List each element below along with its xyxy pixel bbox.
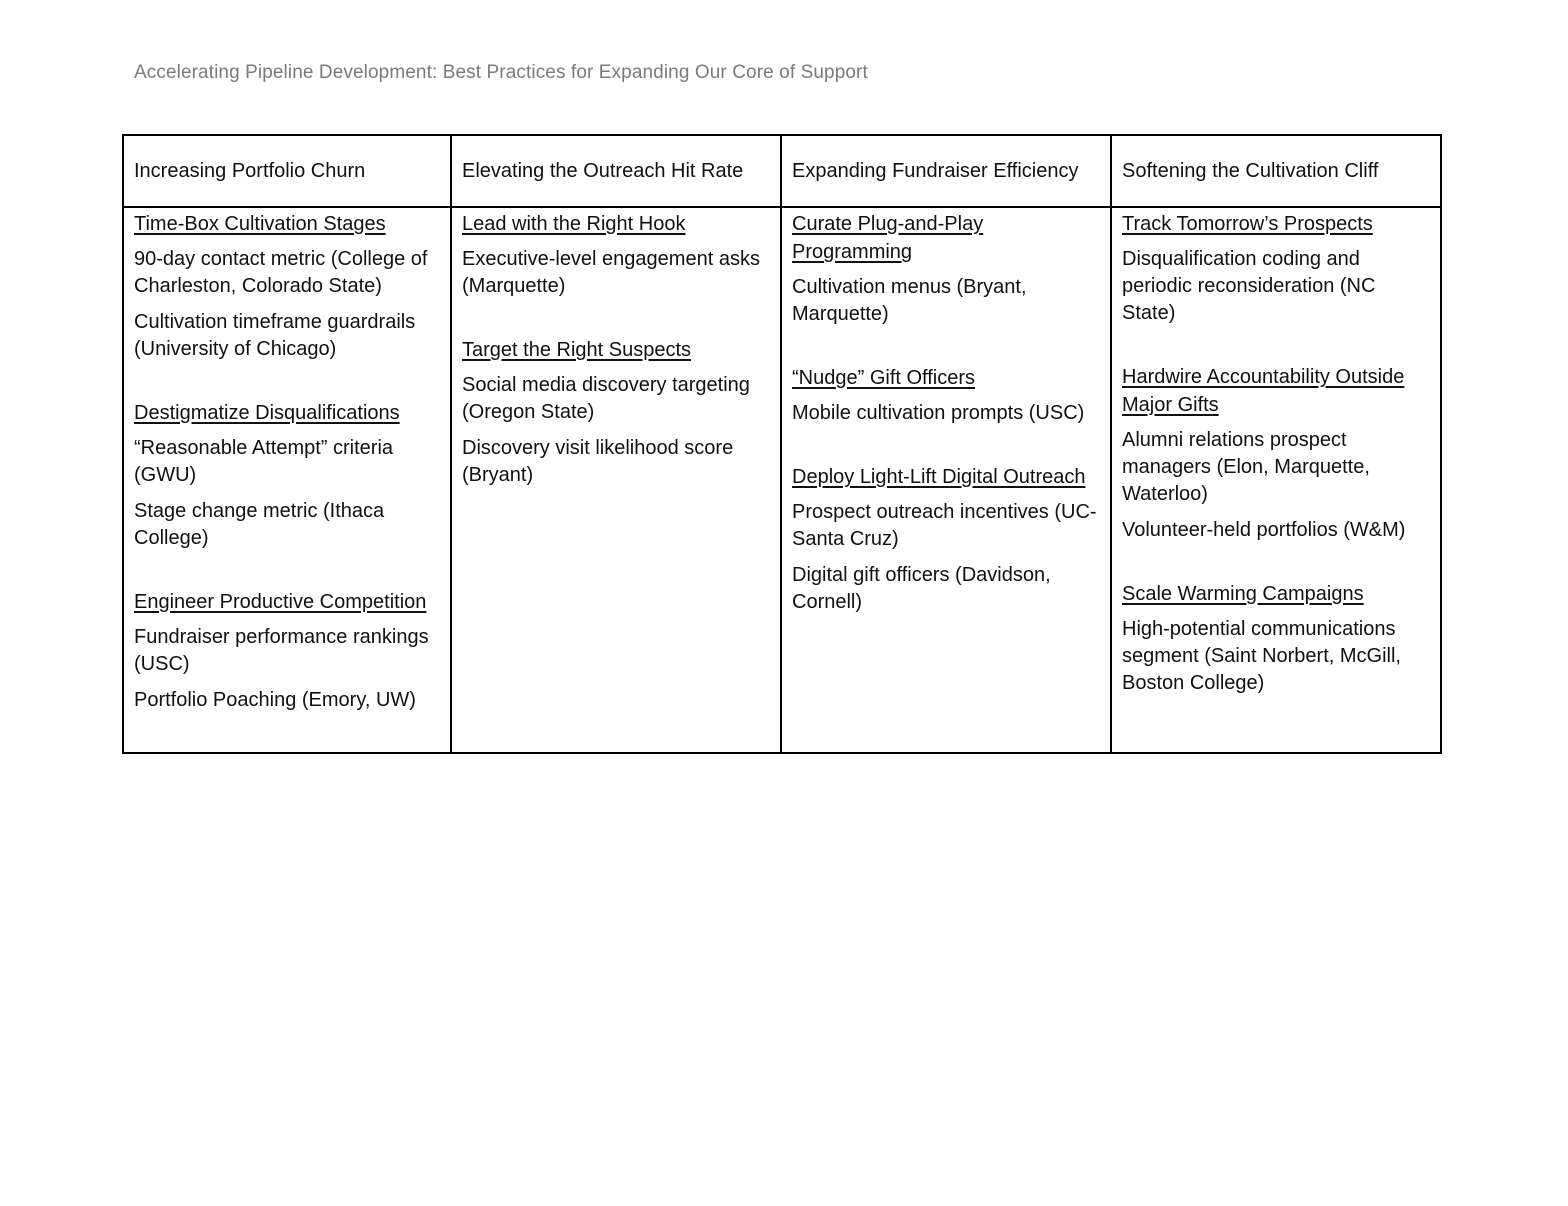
practice-example: Mobile cultivation prompts (USC) xyxy=(792,402,1085,424)
practice-example: 90-day contact metric (College of Charleston, Colorado State) xyxy=(134,248,428,297)
practice-example: Digital gift officers (Davidson, Cornell) xyxy=(792,564,1051,613)
practice-example: Portfolio Poaching (Emory, UW) xyxy=(134,689,416,711)
practice-title: Track Tomorrow’s Prospects xyxy=(1122,213,1373,235)
practice-example: Fundraiser performance rankings (USC) xyxy=(134,626,429,675)
practice-example: Social media discovery targeting (Oregon State) xyxy=(462,374,750,423)
practice-group xyxy=(1122,363,1430,544)
best-practices-table xyxy=(122,134,1442,754)
practice-title: Curate Plug-and-Play Programming xyxy=(792,213,984,263)
practice-example: Cultivation timeframe guardrails (University of Chicago) xyxy=(134,311,416,360)
practice-group xyxy=(134,399,440,552)
practice-title: Target the Right Suspects xyxy=(462,339,692,361)
table-cell xyxy=(123,207,451,753)
practice-title: Deploy Light-Lift Digital Outreach xyxy=(792,466,1086,488)
column-heading: Expanding Fundraiser Efficiency xyxy=(781,135,1111,207)
table-cell xyxy=(1111,207,1441,753)
practice-example: Volunteer-held portfolios (W&M) xyxy=(1122,519,1406,541)
practice-example: Discovery visit likelihood score (Bryant) xyxy=(462,437,734,486)
practice-group xyxy=(462,336,770,489)
column-heading: Elevating the Outreach Hit Rate xyxy=(451,135,781,207)
table-row xyxy=(123,207,1441,753)
table-header-row xyxy=(123,135,1441,207)
practice-example: Alumni relations prospect managers (Elon, Marquette, Waterloo) xyxy=(1122,429,1370,505)
practice-group xyxy=(792,364,1100,427)
page-title: Accelerating Pipeline Development: Best Practices for Expanding Our Core of Support xyxy=(134,62,868,83)
practice-group xyxy=(134,588,440,714)
practice-title: “Nudge” Gift Officers xyxy=(792,367,976,389)
practice-example: Executive-level engagement asks (Marquette) xyxy=(462,248,760,297)
practice-title: Hardwire Accountability Outside Major Gifts xyxy=(1122,366,1405,416)
practice-title: Engineer Productive Competition xyxy=(134,591,427,613)
column-heading: Increasing Portfolio Churn xyxy=(123,135,451,207)
practice-group xyxy=(792,463,1100,616)
practice-group xyxy=(134,210,440,363)
practice-example: Stage change metric (Ithaca College) xyxy=(134,500,385,549)
practice-group xyxy=(462,210,770,300)
practice-title: Time-Box Cultivation Stages xyxy=(134,213,386,235)
practice-title: Scale Warming Campaigns xyxy=(1122,583,1364,605)
practice-example: Cultivation menus (Bryant, Marquette) xyxy=(792,276,1027,325)
practice-example: “Reasonable Attempt” criteria (GWU) xyxy=(134,437,394,486)
practice-example: Prospect outreach incentives (UC-Santa Cruz) xyxy=(792,501,1097,550)
practice-group xyxy=(1122,210,1430,327)
practice-group xyxy=(1122,580,1430,697)
practice-group xyxy=(792,210,1100,328)
practice-title: Destigmatize Disqualifications xyxy=(134,402,400,424)
table-cell xyxy=(451,207,781,753)
practice-example: High-potential communications segment (Saint Norbert, McGill, Boston College) xyxy=(1122,618,1401,694)
practice-title: Lead with the Right Hook xyxy=(462,213,686,235)
table-cell xyxy=(781,207,1111,753)
column-heading: Softening the Cultivation Cliff xyxy=(1111,135,1441,207)
practice-example: Disqualification coding and periodic reconsideration (NC State) xyxy=(1122,248,1376,324)
